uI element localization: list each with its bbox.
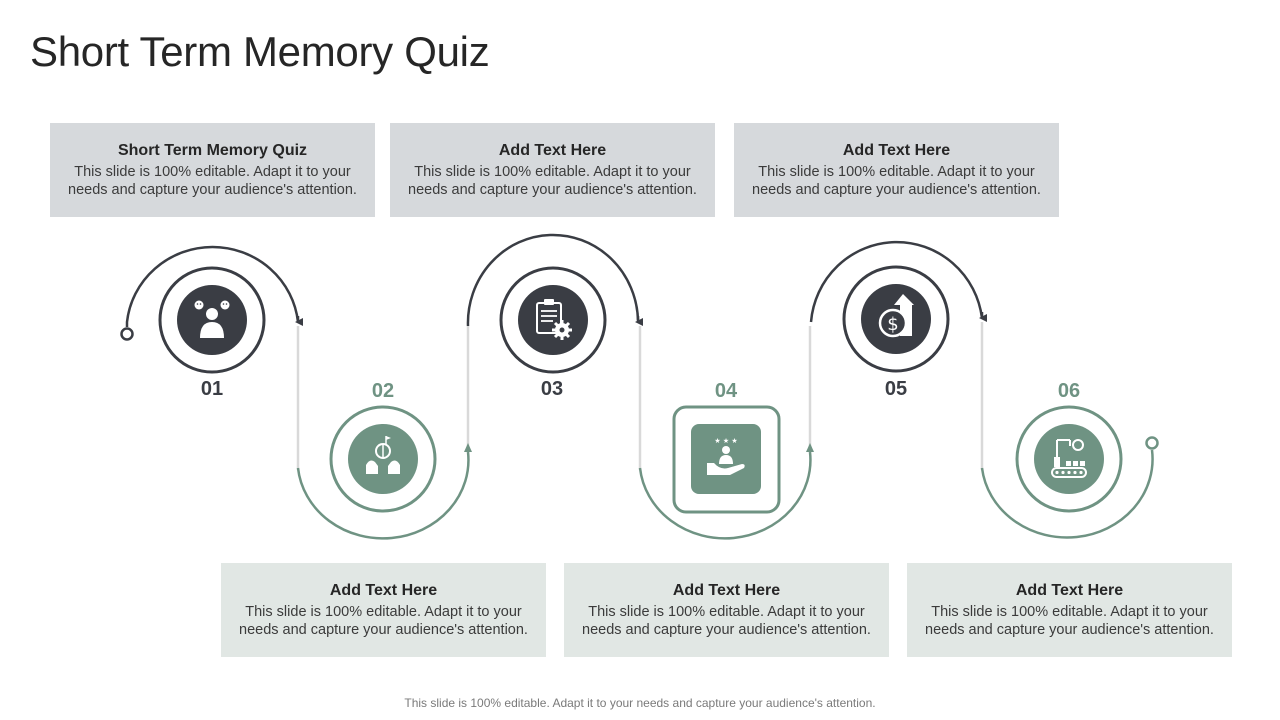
step-2-heading: Add Text Here xyxy=(329,582,438,599)
svg-text:★ ★ ★: ★ ★ ★ xyxy=(714,437,738,445)
step-1-body: This slide is 100% editable. Adapt it to your needs and capture your audience's attention. xyxy=(68,164,357,198)
step-5-heading: Add Text Here xyxy=(842,142,951,159)
step-3-icon-circle xyxy=(501,268,605,372)
step-5-number: 05 xyxy=(884,378,908,400)
start-dot xyxy=(122,329,133,340)
step-4-heading: Add Text Here xyxy=(672,582,781,599)
step-3-heading: Add Text Here xyxy=(498,142,607,159)
step-1-heading: Short Term Memory Quiz xyxy=(117,142,308,159)
step-1-number: 01 xyxy=(200,378,224,400)
step-4-number: 04 xyxy=(714,380,738,402)
step-6-number: 06 xyxy=(1057,380,1081,402)
step-6-heading: Add Text Here xyxy=(1015,582,1124,599)
step-6-body: This slide is 100% editable. Adapt it to your needs and capture your audience's attention. xyxy=(925,604,1214,638)
step-4-body: This slide is 100% editable. Adapt it to your needs and capture your audience's attention. xyxy=(582,604,871,638)
step-5-body: This slide is 100% editable. Adapt it to your needs and capture your audience's attention. xyxy=(752,164,1041,198)
step-2-icon-circle xyxy=(331,407,435,511)
step-2-number: 02 xyxy=(371,380,395,402)
svg-text:$: $ xyxy=(887,314,899,335)
step-1-icon-circle xyxy=(160,268,264,372)
step-4-icon-square xyxy=(674,407,779,512)
step-6-icon-circle xyxy=(1017,407,1121,511)
step-5-icon-circle xyxy=(844,267,948,371)
footer-note: This slide is 100% editable. Adapt it to your needs and capture your audience's attention. xyxy=(404,696,876,710)
end-dot xyxy=(1147,438,1158,449)
step-3-number: 03 xyxy=(540,378,564,400)
step-3-body: This slide is 100% editable. Adapt it to your needs and capture your audience's attention. xyxy=(408,164,697,198)
page-title: Short Term Memory Quiz xyxy=(30,28,490,75)
step-2-body: This slide is 100% editable. Adapt it to your needs and capture your audience's attention. xyxy=(239,604,528,638)
